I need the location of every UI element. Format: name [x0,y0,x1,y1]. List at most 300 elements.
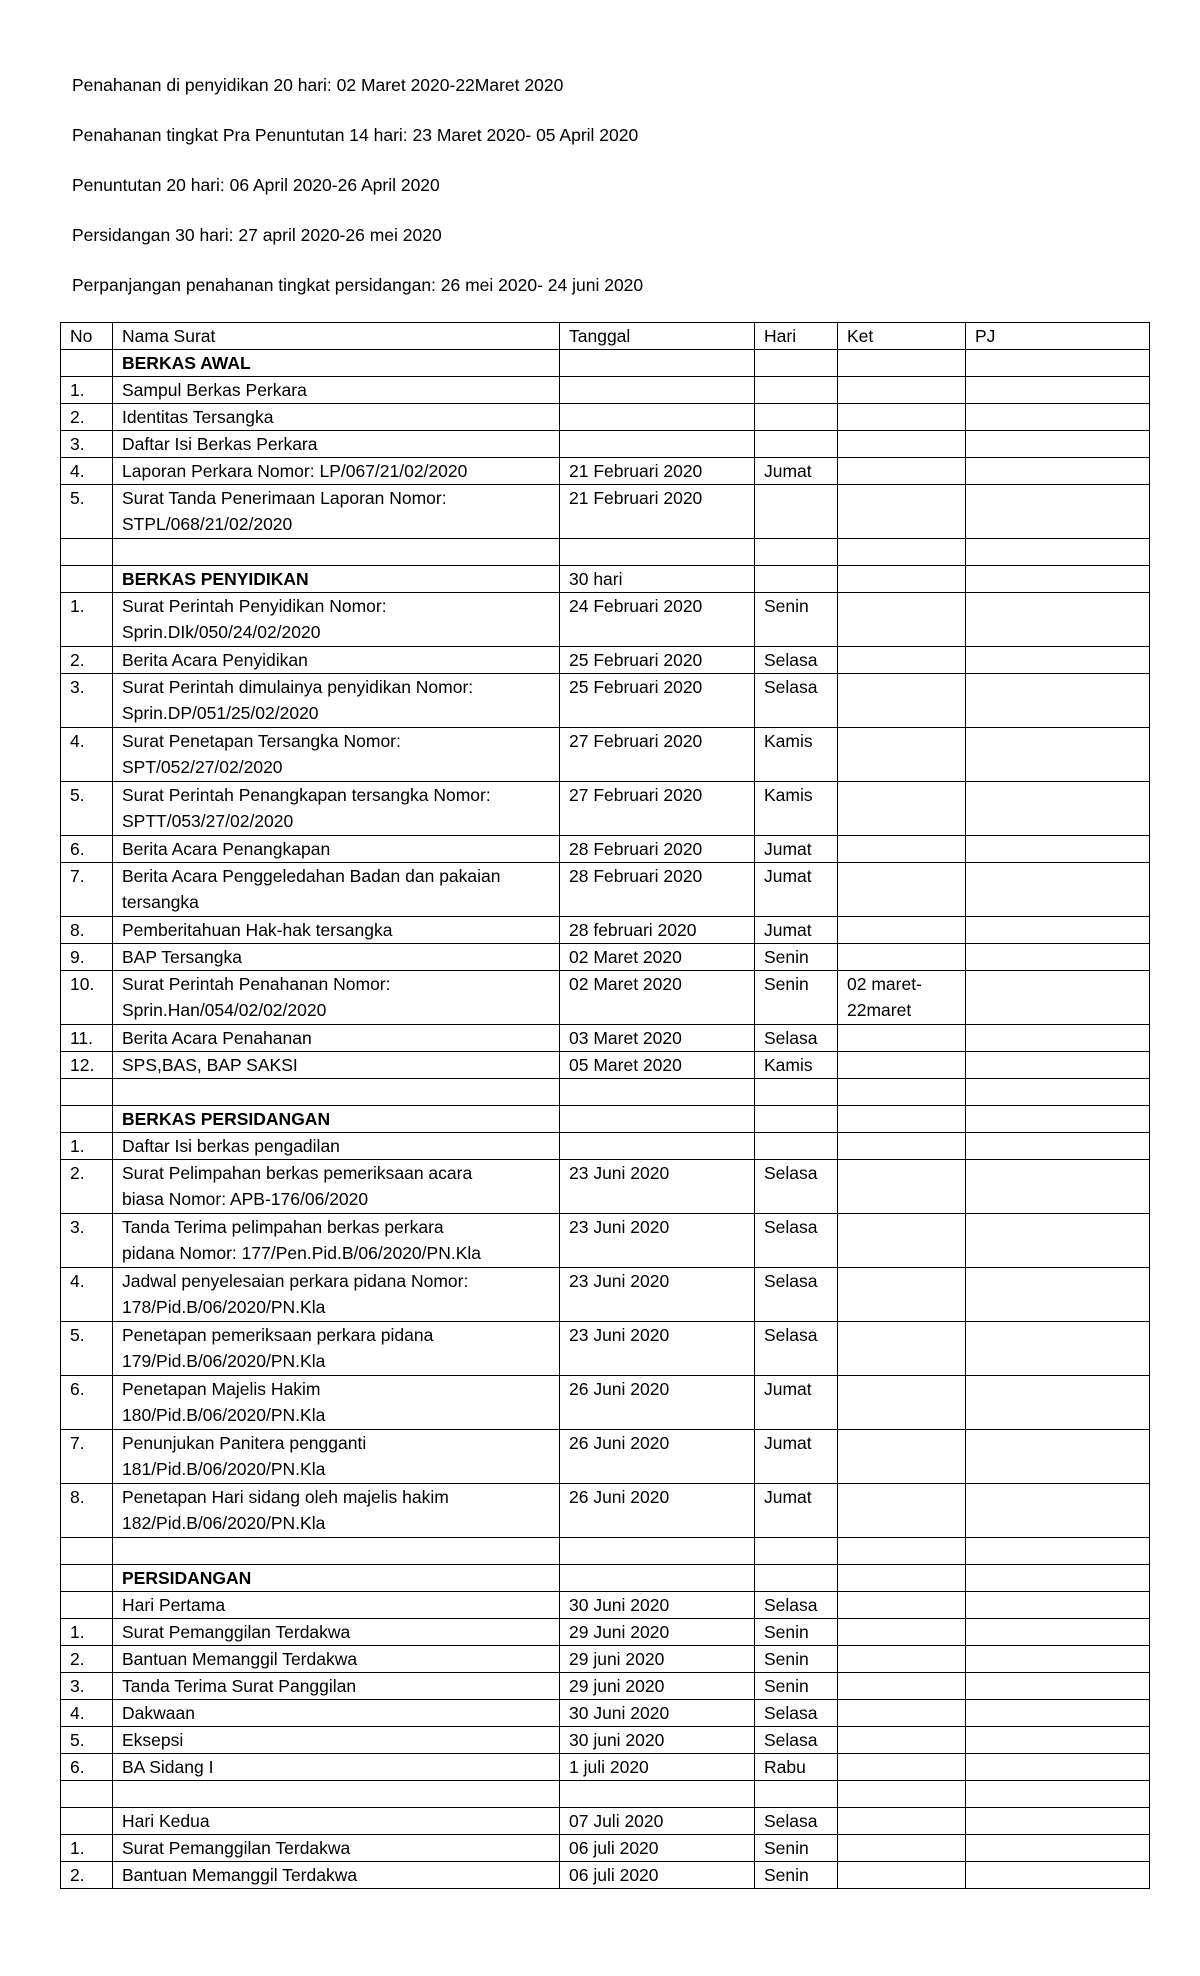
cell-pj [966,1862,1150,1889]
cell-tanggal-text: 23 Juni 2020 [569,1217,670,1237]
table-row [61,1079,1150,1106]
cell-nama-surat-text: Hari Pertama [122,1595,226,1615]
cell-pj [966,485,1150,539]
cell-no [61,1673,113,1700]
cell-hari-text: Jumat [764,920,812,940]
column-header-pj: PJ [966,323,1150,350]
table-row [61,1700,1150,1727]
cell-tanggal-text: 26 Juni 2020 [569,1487,670,1507]
cell-nama-surat-text: Penetapan Hari sidang oleh majelis hakim [122,1487,449,1507]
table-row [61,647,1150,674]
cell-ket [838,539,966,566]
cell-tanggal-text: 21 Februari 2020 [569,461,703,481]
cell-tanggal-text: 05 Maret 2020 [569,1055,682,1075]
cell-tanggal [560,1025,755,1052]
cell-hari-text: Senin [764,947,809,967]
table-row [61,1619,1150,1646]
cell-nama-surat-text-line2: 181/Pid.B/06/2020/PN.Kla [122,1459,326,1479]
cell-no-text: 6. [70,1379,85,1399]
cell-no [61,917,113,944]
cell-hari [755,431,838,458]
cell-no-text: 2. [70,1163,85,1183]
cell-no [61,1700,113,1727]
cell-tanggal [560,1673,755,1700]
table-row [61,1781,1150,1808]
cell-pj [966,377,1150,404]
cell-nama-surat-text: Surat Perintah Penyidikan Nomor: [122,596,387,616]
cell-pj [966,1268,1150,1322]
cell-tanggal [560,674,755,728]
cell-nama-surat-text: Berita Acara Penggeledahan Badan dan pakaian [122,866,501,886]
cell-ket [838,1565,966,1592]
cell-hari [755,674,838,728]
cell-no [61,1619,113,1646]
cell-ket [838,431,966,458]
cell-nama-surat-text: Sampul Berkas Perkara [122,380,307,400]
table-row [61,1835,1150,1862]
cell-tanggal [560,1376,755,1430]
table-row [61,431,1150,458]
cell-nama-surat-text-line2: 179/Pid.B/06/2020/PN.Kla [122,1351,326,1371]
cell-no-text: 8. [70,1487,85,1507]
cell-no-text: 5. [70,1325,85,1345]
cell-tanggal-text: 06 juli 2020 [569,1838,659,1858]
cell-ket-text: 02 maret- [847,974,922,994]
cell-nama-surat [113,404,560,431]
cell-tanggal-text: 30 juni 2020 [569,1730,665,1750]
cell-ket [838,1808,966,1835]
cell-nama-surat [113,1754,560,1781]
cell-pj [966,1052,1150,1079]
cell-ket [838,1754,966,1781]
section-header-row [61,350,1150,377]
cell-hari [755,539,838,566]
cell-tanggal [560,1781,755,1808]
cell-tanggal-text: 24 Februari 2020 [569,596,703,616]
cell-tanggal [560,1079,755,1106]
cell-no-text: 11. [70,1028,94,1048]
cell-nama-surat [113,647,560,674]
cell-hari [755,1079,838,1106]
cell-tanggal [560,836,755,863]
cell-ket [838,1214,966,1268]
cell-tanggal [560,1619,755,1646]
cell-nama-surat-text-line2: Sprin.DP/051/25/02/2020 [122,703,319,723]
cell-ket [838,1160,966,1214]
cell-hari [755,377,838,404]
cell-no [61,350,113,377]
cell-tanggal [560,404,755,431]
cell-nama-surat-text-line2: Sprin.Han/054/02/02/2020 [122,1000,327,1020]
cell-pj [966,1781,1150,1808]
cell-tanggal [560,1862,755,1889]
cell-no [61,1754,113,1781]
cell-nama-surat-text: Tanda Terima pelimpahan berkas perkara [122,1217,444,1237]
table-row [61,1376,1150,1430]
table-row [61,782,1150,836]
cell-hari [755,1538,838,1565]
cell-nama-surat-text: BERKAS AWAL [122,353,251,373]
table-row [61,674,1150,728]
cell-tanggal [560,1322,755,1376]
table-row [61,1646,1150,1673]
cell-hari [755,1646,838,1673]
cell-no [61,1079,113,1106]
cell-no-text: 1. [70,596,85,616]
cell-pj [966,917,1150,944]
cell-tanggal-text: 28 Februari 2020 [569,839,703,859]
cell-hari [755,863,838,917]
cell-no-text: 1. [70,1622,85,1642]
cell-pj [966,566,1150,593]
cell-ket [838,1646,966,1673]
cell-hari [755,458,838,485]
cell-hari [755,1133,838,1160]
cell-tanggal-text: 25 Februari 2020 [569,677,703,697]
cell-nama-surat-text: BERKAS PENYIDIKAN [122,569,309,589]
cell-nama-surat-text: Surat Tanda Penerimaan Laporan Nomor: [122,488,447,508]
cell-pj [966,1079,1150,1106]
cell-nama-surat [113,1484,560,1538]
table-row [61,863,1150,917]
cell-no [61,1133,113,1160]
cell-ket [838,1376,966,1430]
cell-no-text: 5. [70,1730,85,1750]
cell-hari-text: Selasa [764,1811,818,1831]
cell-tanggal [560,1592,755,1619]
cell-ket [838,404,966,431]
cell-hari-text: Senin [764,974,809,994]
cell-pj [966,1673,1150,1700]
cell-tanggal-text: 23 Juni 2020 [569,1271,670,1291]
cell-tanggal [560,1835,755,1862]
table-row [61,1808,1150,1835]
cell-nama-surat-text-line2: Sprin.DIk/050/24/02/2020 [122,622,321,642]
cell-no [61,1052,113,1079]
cell-tanggal [560,485,755,539]
table-row [61,539,1150,566]
cell-no [61,566,113,593]
cell-tanggal-text: 28 Februari 2020 [569,866,703,886]
cell-tanggal-text: 28 februari 2020 [569,920,697,940]
cell-no-text: 9. [70,947,85,967]
cell-pj [966,836,1150,863]
cell-hari [755,1565,838,1592]
cell-tanggal [560,1430,755,1484]
cell-no-text: 4. [70,461,85,481]
cell-nama-surat [113,1322,560,1376]
cell-ket [838,1484,966,1538]
cell-nama-surat [113,1835,560,1862]
cell-ket [838,1673,966,1700]
cell-nama-surat [113,1808,560,1835]
cell-pj [966,1835,1150,1862]
cell-nama-surat-text: BA Sidang I [122,1757,214,1777]
cell-nama-surat-text: Penetapan pemeriksaan perkara pidana [122,1325,434,1345]
cell-no-text: 3. [70,1217,85,1237]
cell-tanggal [560,1133,755,1160]
cell-nama-surat [113,1673,560,1700]
cell-hari [755,1430,838,1484]
cell-nama-surat [113,728,560,782]
table-row [61,1133,1150,1160]
cell-no [61,539,113,566]
cell-tanggal [560,1700,755,1727]
cell-hari [755,350,838,377]
cell-tanggal [560,647,755,674]
table-row [61,1673,1150,1700]
detention-periods [72,70,643,320]
table-row [61,1484,1150,1538]
cell-pj [966,458,1150,485]
cell-nama-surat-text: Laporan Perkara Nomor: LP/067/21/02/2020 [122,461,468,481]
cell-no [61,971,113,1025]
cell-tanggal-text: 23 Juni 2020 [569,1325,670,1345]
cell-hari-text: Jumat [764,1487,812,1507]
column-header-hari: Hari [755,323,838,350]
cell-tanggal [560,1268,755,1322]
cell-pj [966,1133,1150,1160]
cell-nama-surat-text: Berita Acara Penahanan [122,1028,312,1048]
cell-hari [755,1214,838,1268]
cell-tanggal [560,350,755,377]
cell-nama-surat-text: Surat Pemanggilan Terdakwa [122,1838,351,1858]
cell-ket [838,593,966,647]
cell-no [61,863,113,917]
cell-ket [838,1835,966,1862]
cell-ket [838,1052,966,1079]
cell-tanggal [560,971,755,1025]
cell-tanggal [560,863,755,917]
cell-hari-text: Selasa [764,677,818,697]
cell-nama-surat [113,1700,560,1727]
cell-hari [755,1619,838,1646]
cell-nama-surat-text-line2: tersangka [122,892,199,912]
cell-no-text: 5. [70,785,85,805]
cell-tanggal [560,1565,755,1592]
cell-tanggal [560,1106,755,1133]
cell-no-text: 8. [70,920,85,940]
cell-pj [966,1565,1150,1592]
cell-hari-text: Kamis [764,1055,813,1075]
cell-tanggal-text: 26 Juni 2020 [569,1379,670,1399]
cell-no [61,1214,113,1268]
cell-nama-surat [113,377,560,404]
cell-hari [755,1106,838,1133]
cell-hari-text: Selasa [764,1028,818,1048]
cell-pj [966,674,1150,728]
cell-ket [838,1025,966,1052]
cell-tanggal-text: 30 Juni 2020 [569,1595,670,1615]
cell-nama-surat-text: Pemberitahuan Hak-hak tersangka [122,920,393,940]
cell-no [61,404,113,431]
cell-tanggal [560,1160,755,1214]
cell-ket [838,1727,966,1754]
cell-tanggal-text: 1 juli 2020 [569,1757,649,1777]
cell-no [61,1268,113,1322]
cell-nama-surat [113,1727,560,1754]
cell-pj [966,1160,1150,1214]
cell-nama-surat-text: SPS,BAS, BAP SAKSI [122,1055,298,1075]
cell-no [61,1025,113,1052]
cell-nama-surat [113,917,560,944]
cell-hari [755,1268,838,1322]
cell-ket [838,782,966,836]
cell-hari [755,1862,838,1889]
cell-nama-surat [113,350,560,377]
cell-nama-surat-text: Daftar Isi Berkas Perkara [122,434,318,454]
cell-ket [838,1322,966,1376]
cell-nama-surat-text: Eksepsi [122,1730,184,1750]
cell-no [61,836,113,863]
cell-hari-text: Senin [764,1622,809,1642]
cell-pj [966,1646,1150,1673]
cell-pj [966,404,1150,431]
cell-tanggal-text: 29 Juni 2020 [569,1622,670,1642]
cell-hari-text: Senin [764,596,809,616]
cell-hari-text: Selasa [764,1595,818,1615]
cell-hari [755,647,838,674]
cell-hari [755,1592,838,1619]
cell-nama-surat-text-line2: STPL/068/21/02/2020 [122,514,293,534]
table-row [61,1538,1150,1565]
cell-pj [966,944,1150,971]
cell-no [61,1322,113,1376]
cell-nama-surat [113,1052,560,1079]
table-row [61,1322,1150,1376]
cell-no-text: 3. [70,1676,85,1696]
cell-hari [755,1754,838,1781]
cell-ket [838,458,966,485]
cell-hari-text: Jumat [764,1379,812,1399]
cell-tanggal [560,728,755,782]
cell-hari [755,917,838,944]
cell-nama-surat [113,593,560,647]
cell-no [61,647,113,674]
cell-hari [755,1376,838,1430]
cell-tanggal-text: 26 Juni 2020 [569,1433,670,1453]
cell-hari [755,593,838,647]
cell-nama-surat [113,431,560,458]
cell-hari [755,836,838,863]
table-row [61,1592,1150,1619]
cell-nama-surat-text: Surat Pelimpahan berkas pemeriksaan acara [122,1163,473,1183]
cell-no [61,728,113,782]
cell-nama-surat [113,458,560,485]
cell-hari [755,971,838,1025]
section-header-row [61,1565,1150,1592]
cell-no [61,458,113,485]
cell-hari [755,1700,838,1727]
cell-ket [838,1862,966,1889]
cell-hari [755,1322,838,1376]
cell-nama-surat-text: Surat Perintah dimulainya penyidikan Nomor: [122,677,474,697]
cell-no-text: 10. [70,974,95,994]
cell-hari-text: Senin [764,1676,809,1696]
cell-nama-surat [113,566,560,593]
cell-nama-surat-text-line2: biasa Nomor: APB-176/06/2020 [122,1189,369,1209]
cell-nama-surat-text-line2: SPT/052/27/02/2020 [122,757,283,777]
cell-no-text: 3. [70,677,85,697]
cell-pj [966,1025,1150,1052]
cell-ket [838,944,966,971]
cell-nama-surat [113,485,560,539]
table-row [61,836,1150,863]
cell-nama-surat-text: Surat Perintah Penahanan Nomor: [122,974,391,994]
cell-no-text: 2. [70,1865,85,1885]
cell-pj [966,1484,1150,1538]
cell-nama-surat-text: BERKAS PERSIDANGAN [122,1109,331,1129]
cell-ket [838,917,966,944]
cell-hari [755,944,838,971]
cell-ket [838,1538,966,1565]
cell-no [61,593,113,647]
cell-tanggal [560,566,755,593]
cell-no [61,1862,113,1889]
cell-hari [755,1160,838,1214]
cell-nama-surat-text-line2: pidana Nomor: 177/Pen.Pid.B/06/2020/PN.Kla [122,1243,481,1263]
cell-no [61,431,113,458]
section-header-row [61,566,1150,593]
cell-nama-surat [113,944,560,971]
cell-nama-surat-text: Surat Pemanggilan Terdakwa [122,1622,351,1642]
cell-pj [966,1106,1150,1133]
cell-tanggal [560,539,755,566]
section-header-row [61,1106,1150,1133]
cell-ket [838,1079,966,1106]
cell-hari-text: Selasa [764,1730,818,1750]
cell-nama-surat-text: Tanda Terima Surat Panggilan [122,1676,357,1696]
table-row [61,1727,1150,1754]
cell-pj [966,1376,1150,1430]
intro-line: Penahanan tingkat Pra Penuntutan 14 hari: 23 Maret 2020- 05 April 2020 [72,125,639,145]
cell-tanggal-text: 27 Februari 2020 [569,785,703,805]
cell-pj [966,647,1150,674]
cell-no [61,1592,113,1619]
cell-nama-surat [113,1133,560,1160]
cell-hari-text: Selasa [764,1325,818,1345]
cell-hari-text: Senin [764,1865,809,1885]
cell-tanggal-text: 29 juni 2020 [569,1676,665,1696]
cell-nama-surat-text: PERSIDANGAN [122,1568,252,1588]
cell-tanggal [560,1727,755,1754]
cell-nama-surat [113,539,560,566]
cell-tanggal [560,1052,755,1079]
cell-no-text: 1. [70,1838,85,1858]
intro-line: Penuntutan 20 hari: 06 April 2020-26 April 2020 [72,175,440,195]
cell-no-text: 2. [70,407,85,427]
table-row [61,1754,1150,1781]
cell-pj [966,728,1150,782]
cell-nama-surat [113,1376,560,1430]
intro-line: Perpanjangan penahanan tingkat persidangan: 26 mei 2020- 24 juni 2020 [72,275,644,295]
cell-pj [966,350,1150,377]
cell-nama-surat-text: Berita Acara Penyidikan [122,650,308,670]
table-row [61,458,1150,485]
cell-nama-surat-text: Dakwaan [122,1703,195,1723]
cell-pj [966,1214,1150,1268]
cell-nama-surat [113,1079,560,1106]
cell-nama-surat [113,1160,560,1214]
cell-tanggal [560,782,755,836]
cell-nama-surat [113,1106,560,1133]
cell-ket [838,971,966,1025]
cell-hari [755,1484,838,1538]
table-row [61,377,1150,404]
cell-nama-surat [113,1565,560,1592]
cell-tanggal-text: 03 Maret 2020 [569,1028,682,1048]
cell-ket [838,566,966,593]
